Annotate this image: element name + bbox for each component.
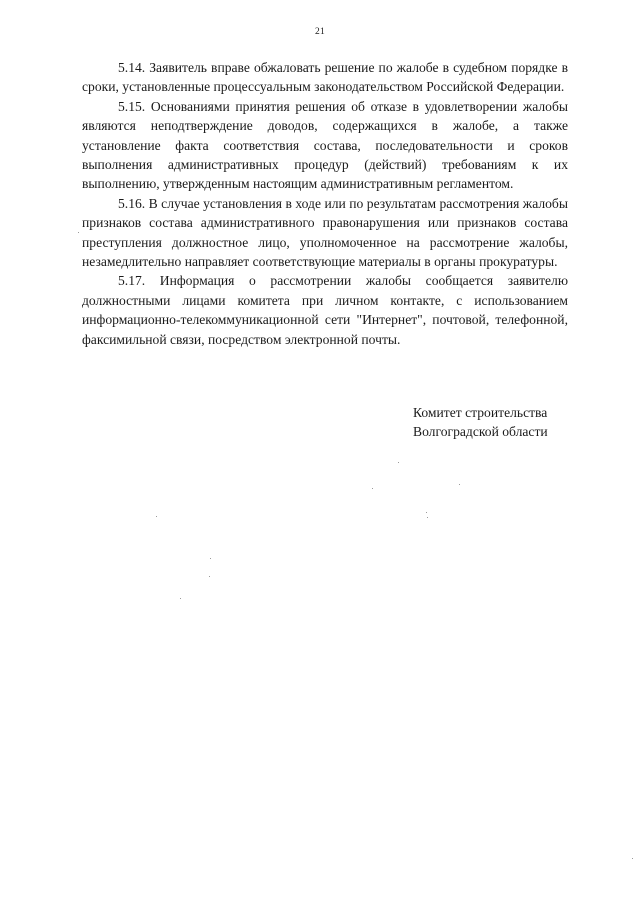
signature-line-1: Комитет строительства [413,405,548,420]
scan-speck [426,512,427,513]
document-body [82,58,568,349]
scan-speck [372,488,373,489]
scan-speck [398,462,399,463]
scan-speck [427,517,428,518]
paragraph-5-17: 5.17. Информация о рассмотрении жалобы сообщается заявителю должностными лицами комитета при личном контакте, с использованием информационно-телекоммуникационной сети "Интернет", почтовой, телефонной, факсимильной связи, посредством электронной почты. [82,273,568,347]
page-number: 21 [315,27,325,37]
scan-speck [78,232,79,233]
paragraph-5-14: 5.14. Заявитель вправе обжаловать решение по жалобе в судебном порядке в сроки, установленные процессуальным законодательством Российской Федерации. [82,60,568,95]
signature-line-2: Волгоградской области [413,424,548,440]
paragraph-5-15: 5.15. Основаниями принятия решения об отказе в удовлетворении жалобы являются неподтверждение доводов, содержащихся в жалобе, а также установление факта соответствия состава, последовательности и сроков выполнения административных процедур (действий) требованиям к их выполнению, утвержденным настоящим административным регламентом. [82,98,568,192]
scan-speck [180,598,181,599]
signature-block [413,403,548,442]
paragraph-5-16: 5.16. В случае установления в ходе или по результатам рассмотрения жалобы признаков состава административного правонарушения или признаков состава преступления должностное лицо, уполномоченное на рассмотрение жалобы, незамедлительно направляет соответствующие материалы в органы прокуратуры. [82,195,568,270]
scan-speck [632,858,633,859]
scan-speck [210,558,211,559]
scan-speck [156,516,157,517]
scan-speck [209,576,210,577]
scan-speck [459,484,460,485]
